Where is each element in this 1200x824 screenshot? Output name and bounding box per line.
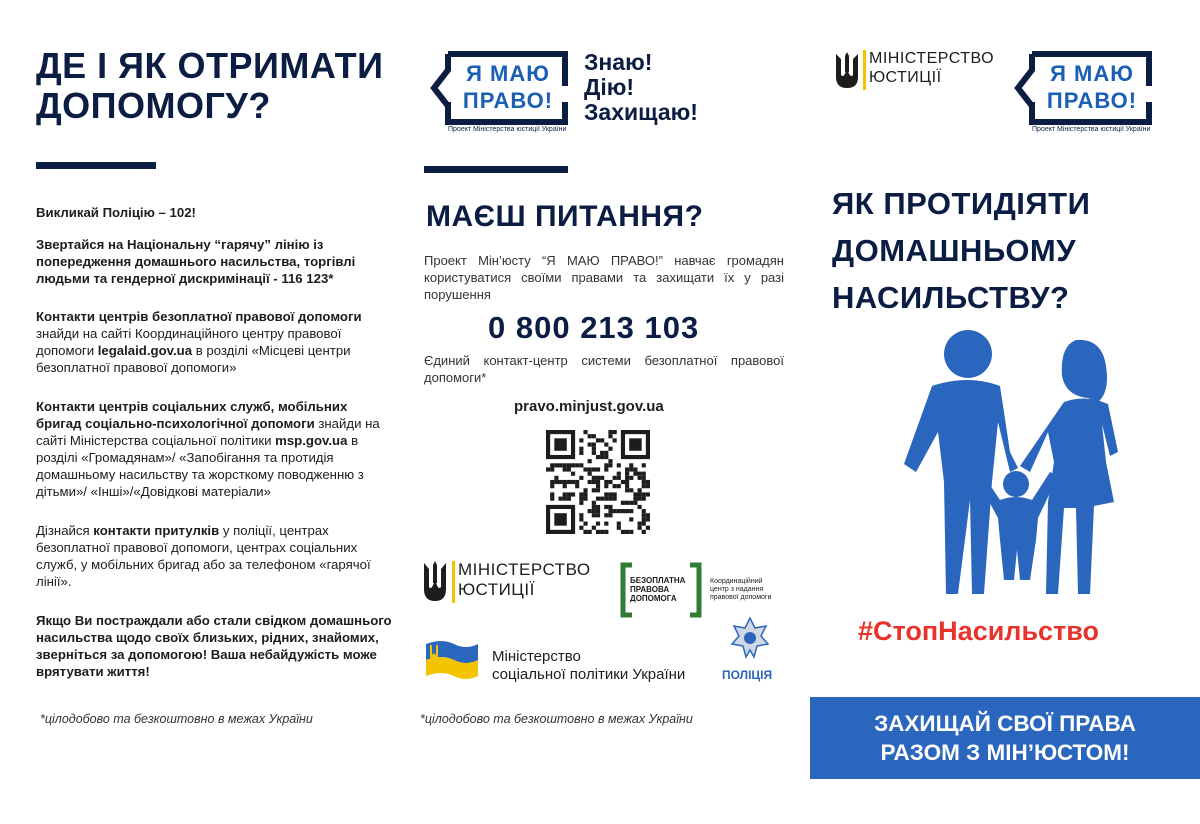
right-title: ЯК ПРОТИДІЯТИ ДОМАШНЬОМУ НАСИЛЬСТВУ? <box>832 186 1091 315</box>
question-title: МАЄШ ПИТАННЯ? <box>426 200 704 233</box>
banner-line2: РАЗОМ З МІН’ЮСТОМ! <box>880 740 1130 765</box>
bottom-banner <box>810 697 1200 779</box>
hotline-paragraph <box>36 236 396 287</box>
left-title-line2: ДОПОМОГУ? <box>36 85 271 126</box>
stop-violence-hashtag: #СтопНасильство <box>858 616 1100 646</box>
social-policy-label: Міністерство соціальної політики України <box>492 648 686 683</box>
trident-icon <box>834 52 860 90</box>
middle-divider <box>424 166 568 173</box>
ya-mayu-pravo-logo <box>428 50 573 134</box>
police-call-text: Викликай Поліцію – 102! <box>36 205 196 220</box>
website-link[interactable]: pravo.minjust.gov.ua <box>514 398 664 415</box>
family-silhouette-icon <box>880 322 1160 612</box>
hotline-number[interactable]: 0 800 213 103 <box>488 310 700 345</box>
legal-aid-heading: Контакти центрів безоплатної правової допомоги <box>36 309 362 324</box>
social-services-heading: Контакти центрів соціальних служб, мобільних бригад соціально-психологічної допомоги <box>36 399 348 431</box>
logo-subtitle: Проект Міністерства юстиції України <box>1032 126 1151 133</box>
witness-text: Якщо Ви постраждали або стали свідком домашнього насильства щодо своїх близьких, рідних, знайомих, зверніться за допомогою! Ваша небайдужість може врятувати життя! <box>36 613 392 679</box>
police-call <box>36 204 396 221</box>
ya-mayu-pravo-logo <box>1012 50 1157 134</box>
qr-code-icon[interactable] <box>546 430 650 534</box>
banner-line1: ЗАХИЩАЙ СВОЇ ПРАВА <box>874 711 1136 736</box>
police-label: ПОЛІЦІЯ <box>722 668 773 682</box>
left-panel <box>36 0 392 824</box>
shelters-heading: контакти притулків <box>93 523 220 538</box>
ministry-justice-label: МІНІСТЕРСТВО ЮСТИЦІЇ <box>458 560 591 599</box>
trident-icon <box>422 561 448 603</box>
social-services-paragraph: Контакти центрів соціальних служб, мобільних бригад соціально-психологічної допомоги знайди на сайті Міністерства соціальної політики msp.gov.ua в розділі «Громадянам»/ «Запобігання та протидія домашньому насильству та жорсткому поводженню з дітьми»/ «Інші»/«Довідкові матеріали» <box>36 399 380 499</box>
legal-aid-paragraph: Контакти центрів безоплатної правової допомоги знайди на сайті Координаційного центру правової допомоги legalaid.gov.ua в розділі «Місцеві центри безоплатної правової допомоги» <box>36 309 362 375</box>
slogan: Знаю! Дію! Захищаю! <box>584 49 698 125</box>
shelters-paragraph: Дізнайся контакти притулків у поліції, центрах безоплатної правової допомоги, центрах соціальних служб, у мобільних бригад або за телефоном «гарячої лінії». <box>36 523 371 589</box>
middle-footnote: *цілодобово та безкоштовно в межах України <box>420 712 693 726</box>
ministry-accent-bar <box>452 561 455 603</box>
ministry-justice-label: МІНІСТЕРСТВО ЮСТИЦІЇ <box>869 50 995 86</box>
left-title-line1: ДЕ І ЯК ОТРИМАТИ <box>36 45 384 86</box>
left-title <box>36 46 383 126</box>
msp-link[interactable]: msp.gov.ua <box>275 433 348 448</box>
legal-aid-logo: БЕЗОПЛАТНА ПРАВОВА ДОПОМОГА <box>620 562 702 618</box>
hotline-text: Звертайся на Національну “гарячу” лінію із попередження домашнього насильства, торгівлі людьми та гендерної дискримінації - 116 123* <box>36 237 356 286</box>
logo-line1: Я МАЮ <box>1050 61 1134 86</box>
police-badge-icon <box>730 616 770 660</box>
logo-line2: ПРАВО! <box>462 88 554 113</box>
left-footnote: *цілодобово та безкоштовно в межах України <box>40 712 313 726</box>
logo-subtitle: Проект Міністерства юстиції України <box>448 126 567 133</box>
right-panel <box>810 0 1200 824</box>
coordination-center-label: Координаційний центр з надання правової допомоги <box>710 578 772 601</box>
legalaid-link[interactable]: legalaid.gov.ua <box>97 343 193 358</box>
witness-paragraph <box>36 612 396 680</box>
logo-line1: Я МАЮ <box>466 61 550 86</box>
left-divider <box>36 162 156 169</box>
logo-line2: ПРАВО! <box>1046 88 1138 113</box>
contact-center-desc: Єдиний контакт-центр системи безоплатної правової допомоги* <box>424 353 784 385</box>
middle-panel <box>420 0 790 824</box>
ukraine-flag-icon <box>422 636 482 684</box>
ministry-accent-bar <box>863 50 866 90</box>
project-intro: Проект Мін’юсту “Я МАЮ ПРАВО!” навчає громадян користуватися своїми правами та захищати їх у разі порушення <box>424 253 784 302</box>
